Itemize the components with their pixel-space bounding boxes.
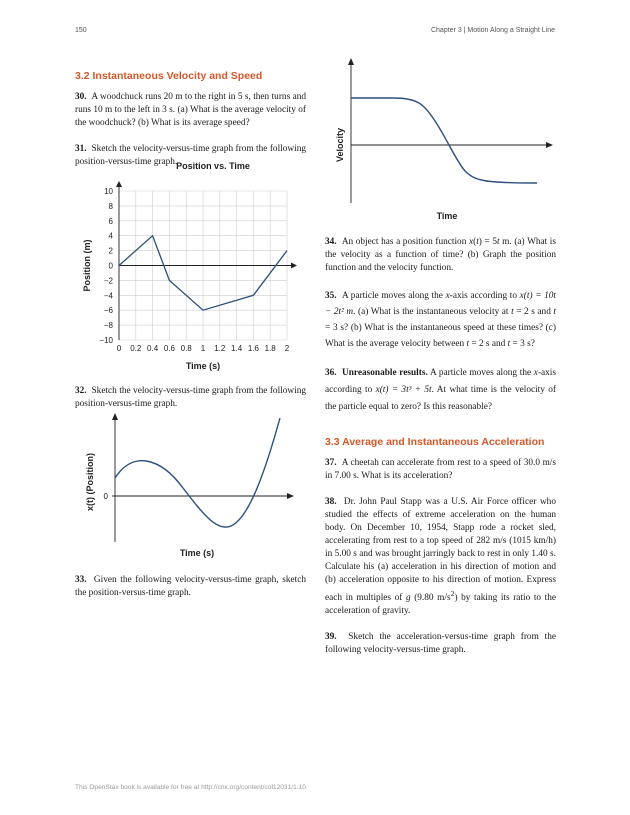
x-tick-label: 1.4 bbox=[231, 344, 243, 353]
y-axis-label: x(t) (Position) bbox=[85, 453, 95, 511]
right-column bbox=[325, 236, 556, 670]
problem-39: 39. Sketch the acceleration-versus-time graph from the following velocity-versus-time graph. bbox=[325, 632, 556, 656]
x-axis-label: Time (s) bbox=[185, 361, 221, 371]
y-axis-label: Position (m) bbox=[82, 239, 92, 292]
y-tick-label: 4 bbox=[108, 231, 113, 241]
position-vs-time-grid-chart bbox=[75, 155, 310, 375]
chapter-header: Chapter 3 | Motion Along a Straight Line bbox=[430, 27, 555, 34]
left-column-3 bbox=[75, 574, 306, 613]
problem-38: 38. Dr. John Paul Stapp was a U.S. Air Force officer who studied the effects of extreme acceleration on the human body. On December 10, 1954, Stapp rode a rocket sled, accelerating from rest to a top speed of 282 m/s (1015 km/h) in 5.00 s and was brought jarringly back to rest in only 1.40 s. Calculate his (a) acceleration in his direction of motion and (b) acceleration opposite to his direction of motion. Express each in multiples of g (9.80 $m/s^2$) by taking its ratio to the acceleration of gravity. bbox=[325, 497, 556, 617]
x-tick-label: 2 bbox=[284, 344, 290, 353]
problem-33: 33. Given the following velocity-versus-time graph, sketch the position-versus-time graph. bbox=[75, 575, 306, 598]
y-tick-label: −6 bbox=[103, 306, 113, 316]
y-tick-label: 6 bbox=[108, 216, 113, 226]
x-axis-label: Time (s) bbox=[179, 548, 215, 558]
section-title-3-2: 3.2 Instantaneous Velocity and Speed bbox=[75, 70, 263, 82]
equation-35: x(t) = 10t − 2t² m bbox=[325, 291, 557, 317]
x-tick-label: 0.4 bbox=[147, 344, 159, 353]
position-curve-chart bbox=[75, 410, 306, 565]
x-tick-label: 1.8 bbox=[264, 344, 276, 353]
x-tick-label: 1.6 bbox=[247, 344, 259, 353]
y-tick-label: −2 bbox=[103, 276, 113, 286]
problem-36: 36. Unreasonable results. A particle moves along the x-axis according to x(t) = 3t³ + 5t. At what time is the velocity of the particle equal to zero? Is this reasonable? bbox=[325, 368, 557, 412]
x-axis-arrow bbox=[291, 263, 297, 269]
section-title-3-3: 3.3 Average and Instantaneous Acceleration bbox=[325, 436, 545, 448]
x-tick-label: 0.2 bbox=[130, 344, 142, 353]
problem-37: 37. A cheetah can accelerate from rest to a speed of 30.0 m/s in 7.00 s. What is its acceleration? bbox=[325, 458, 556, 481]
y-axis-label: Velocity bbox=[335, 127, 345, 163]
x-tick-label: 1.2 bbox=[214, 344, 226, 353]
problem-30: 30. A woodchuck runs 20 m to the right in 5 s, then turns and runs 10 m to the left in 3 s. (a) What is the average velocity of the woodchuck? (b) What is its average speed? bbox=[75, 92, 306, 128]
page-number: 150 bbox=[75, 27, 87, 34]
problem-34: 34. An object has a position function x(t) = 5t m. (a) What is the velocity as a function of time? (b) Graph the position function and the velocity function. bbox=[325, 237, 556, 273]
x-tick-label: 0.6 bbox=[163, 344, 175, 353]
y-axis-arrow bbox=[116, 181, 122, 187]
problem-32: 32. Sketch the velocity-versus-time graph from the following position-versus-time graph. bbox=[75, 386, 306, 409]
problem-35: 35. A particle moves along the x-axis according to x(t) = 10t − 2t² m. (a) What is the instantaneous velocity at t = 2 s and t = 3 s? (b) What is the instantaneous speed at these times? (c) What is the average velocity between t = 2 s and t = 3 s? bbox=[325, 291, 557, 349]
y-tick-label: 0 bbox=[108, 261, 113, 271]
position-curve bbox=[115, 418, 280, 527]
chart-title: Position vs. Time bbox=[176, 161, 250, 171]
y-axis-arrow bbox=[348, 58, 354, 65]
y-tick-label: −10 bbox=[99, 336, 113, 345]
y-tick-label: 0 bbox=[103, 492, 108, 501]
y-tick-label: −4 bbox=[103, 291, 113, 301]
x-tick-label: 0 bbox=[116, 344, 122, 353]
x-axis-arrow bbox=[546, 142, 553, 148]
equation-36: x(t) = 3t³ + 5t bbox=[375, 385, 432, 395]
velocity-curve-chart bbox=[325, 55, 556, 227]
problem-31: 31. Sketch the velocity-versus-time graph from the following position-versus-time graph. bbox=[75, 144, 306, 167]
velocity-curve bbox=[351, 98, 537, 183]
y-tick-label: 8 bbox=[108, 201, 113, 211]
y-axis-arrow bbox=[112, 413, 118, 420]
y-tick-label: 10 bbox=[104, 187, 113, 196]
y-tick-label: 2 bbox=[108, 246, 113, 256]
x-tick-label: 0.8 bbox=[180, 344, 192, 353]
x-axis-arrow bbox=[287, 493, 294, 499]
x-tick-label: 1 bbox=[200, 344, 206, 353]
y-tick-label: −8 bbox=[103, 321, 113, 331]
footer-note: This OpenStax book is available for free at http://cnx.org/content/col12031/1.10 bbox=[75, 784, 306, 791]
x-axis-label: Time bbox=[436, 211, 458, 221]
